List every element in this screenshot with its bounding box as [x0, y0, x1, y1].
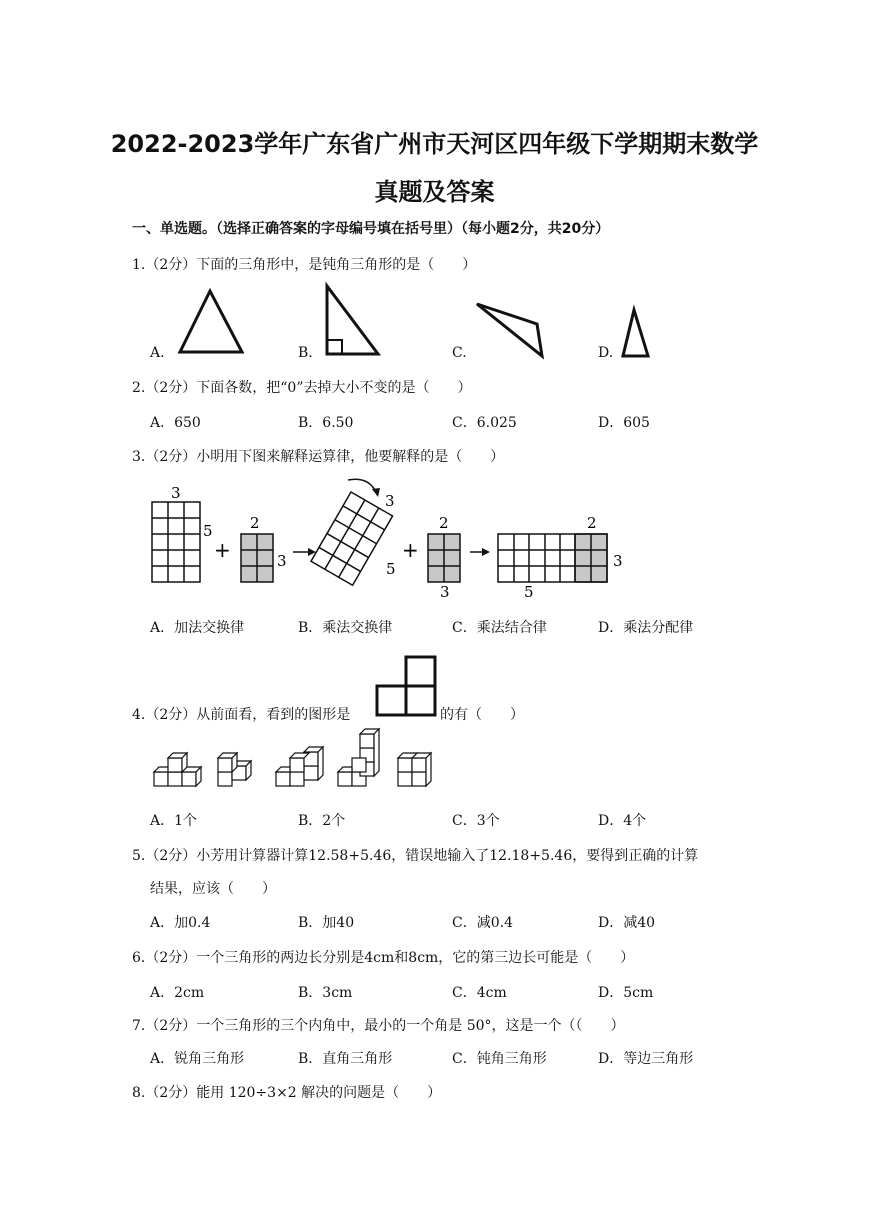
question-2: 2.（2分）下面各数，把“0”去掉大小不变的是（ ） [132, 380, 472, 396]
page-title-line2: 真题及答案 [374, 178, 495, 206]
cube-stack-2 [218, 753, 251, 786]
q7-option-d: D．等边三角形 [598, 1051, 694, 1067]
g4-bottom-label: 3 [440, 583, 450, 601]
g5-top-label: 2 [587, 514, 597, 532]
cube-stack-5 [398, 753, 431, 786]
plus-sign-1: + [214, 538, 231, 562]
q6-option-c: C．4cm [452, 985, 507, 1001]
q3-option-a: A．加法交换律 [150, 620, 245, 636]
q2-option-b: B．6.50 [298, 415, 354, 431]
question-5: 5.（2分）小芳用计算器计算12.58+5.46，错误地输入了12.18+5.46，要得到正确的计算 [132, 848, 699, 864]
question-6: 6.（2分）一个三角形的两边长分别是4cm和8cm，它的第三边长可能是（ ） [132, 950, 635, 966]
q2-option-d: D．605 [598, 415, 650, 431]
q2-option-a: A．650 [150, 415, 201, 431]
g5-side-label: 3 [613, 552, 623, 570]
q5-option-c: C．减0.4 [452, 915, 513, 931]
question-5-line2: 结果，应该（ ） [150, 881, 276, 897]
q7-option-c: C．钝角三角形 [452, 1051, 547, 1067]
cube-stack-4 [338, 729, 379, 786]
g5-bottom-label: 5 [524, 583, 534, 601]
q6-option-d: D．5cm [598, 985, 654, 1001]
g1-side-label: 5 [203, 522, 213, 540]
cube-stack-1 [154, 753, 201, 786]
q4-option-c: C．3个 [452, 813, 500, 829]
question-4: 4.（2分）从前面看，看到的图形是 [132, 707, 351, 723]
q4-option-d: D．4个 [598, 813, 647, 829]
q1-option-a: A. [150, 345, 165, 361]
g2-top-label: 2 [250, 514, 260, 532]
question-7: 7.（2分）一个三角形的三个内角中，最小的一个角是 50°，这是一个（（ ） [132, 1018, 625, 1034]
question-3: 3.（2分）小明用下图来解释运算律，他要解释的是（ ） [132, 449, 505, 465]
section-heading: 一、单选题。（选择正确答案的字母编号填在括号里）（每小题2分，共20分） [132, 221, 610, 237]
q1-option-b: B. [298, 345, 313, 361]
q5-option-d: D．减40 [598, 915, 656, 931]
question-8: 8.（2分）能用 120÷3×2 解决的问题是（ ） [132, 1085, 442, 1101]
q7-option-a: A．锐角三角形 [150, 1051, 245, 1067]
q3-option-c: C．乘法结合律 [452, 620, 547, 636]
g3-top-label: 3 [385, 492, 395, 510]
q4-option-b: B．2个 [298, 813, 346, 829]
plus-sign-2: + [402, 538, 419, 562]
q7-option-b: B．直角三角形 [298, 1051, 393, 1067]
q1-option-c: C. [452, 345, 467, 361]
q5-option-a: A．加0.4 [150, 915, 211, 931]
q2-option-c: C．6.025 [452, 415, 517, 431]
q5-option-b: B．加40 [298, 915, 355, 931]
q4-option-a: A．1个 [150, 813, 198, 829]
g4-top-label: 2 [439, 514, 449, 532]
page-title: 2022-2023学年广东省广州市天河区四年级下学期期末数学 [110, 130, 759, 158]
q3-option-d: D．乘法分配律 [598, 620, 694, 636]
question-1: 1.（2分）下面的三角形中，是钝角三角形的是（ ） [132, 257, 477, 273]
cube-stack-3 [276, 747, 323, 786]
q6-option-a: A．2cm [150, 985, 205, 1001]
g2-side-label: 3 [277, 552, 287, 570]
q6-option-b: B．3cm [298, 985, 353, 1001]
q3-option-b: B．乘法交换律 [298, 620, 393, 636]
q1-option-d: D. [598, 345, 614, 361]
question-4-tail: 的有（ ） [440, 707, 524, 723]
g3-side-label: 5 [386, 560, 396, 578]
g1-top-label: 3 [171, 484, 181, 502]
